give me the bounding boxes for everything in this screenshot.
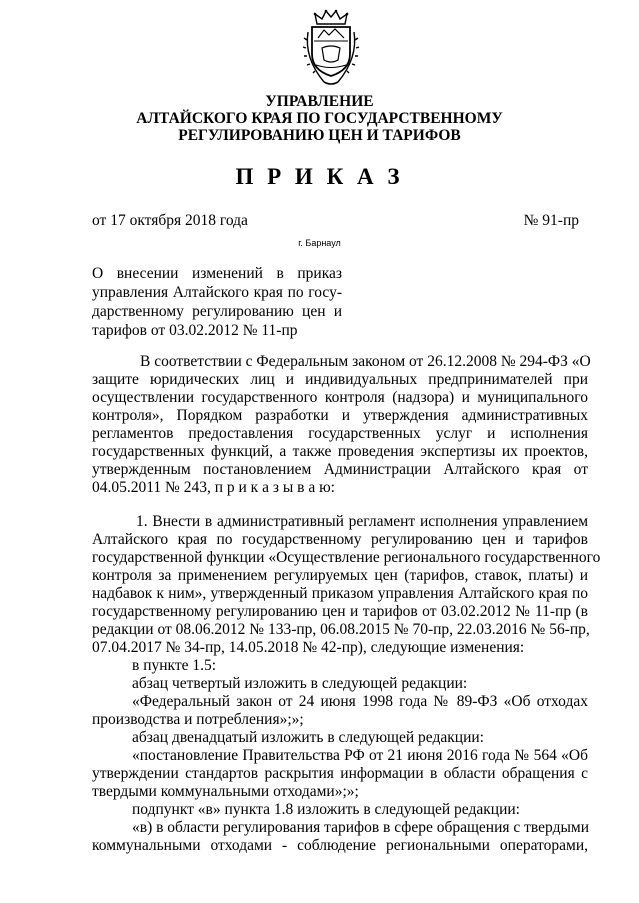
subject-line: О внесении изменений в приказ [92, 265, 342, 282]
coat-of-arms-icon [302, 8, 360, 88]
text-line: государственному регулированию цен и тарифов от 03.02.2012 № 11-пр (в [92, 603, 588, 620]
text-line: коммунальными отходами - соблюдение региональными операторами, [92, 837, 588, 854]
document-type-title: П Р И К А З [235, 164, 404, 189]
text-line: «в) в области регулирования тарифов в сфере обращения с твердыми [132, 819, 589, 836]
text-line: Алтайского края по государственному регулированию цен и тарифов [92, 531, 588, 548]
item-1-paragraph [92, 513, 601, 855]
text-line: утвержденным постановлением Администрации Алтайского края от [92, 461, 588, 478]
text-line: абзац двенадцатый изложить в следующей редакции: [132, 729, 484, 746]
subject-line: управления Алтайского края по госу- [92, 284, 342, 301]
document-city: г. Барнаул [298, 238, 341, 248]
text-line: регламентов предоставления государственных услуг и исполнения [92, 425, 588, 442]
text-line: подпункт «в» пункта 1.8 изложить в следующей редакции: [132, 801, 520, 818]
text-line: защите юридических лиц и индивидуальных предпринимателей при [92, 371, 588, 388]
text-line: 04.05.2011 № 243, п р и к а з ы в а ю: [92, 479, 335, 496]
subject-line: тарифов от 03.02.2012 № 11-пр [92, 322, 298, 339]
text-line: производства и потребления»;»; [92, 711, 304, 728]
text-line: государственной функции «Осуществление регионального государственного [92, 549, 601, 566]
text-line: абзац четвертый изложить в следующей редакции: [132, 675, 468, 692]
text-line: контроля за применением регулируемых цен (тарифов, ставок, платы) и [92, 567, 588, 584]
text-line: утверждении стандартов раскрытия информации в области обращения с [92, 765, 588, 782]
agency-line: УПРАВЛЕНИЕ [265, 93, 374, 110]
text-line: надбавок к ним», утвержденный приказом управления Алтайского края по [92, 585, 588, 602]
text-line: 07.04.2017 № 34-пр, 14.05.2018 № 42-пр), следующие изменения: [92, 639, 525, 656]
text-line: контроля», Порядком разработки и утверждения административных [92, 407, 588, 424]
subject-line: дарственному регулированию цен и [92, 303, 342, 320]
text-line: редакции от 08.06.2012 № 133-пр, 06.08.2015 № 70-пр, 22.03.2016 № 56-пр, [92, 621, 590, 638]
text-line: «постановление Правительства РФ от 21 июня 2016 года № 564 «Об [132, 747, 588, 764]
document-number: № 91-пр [523, 212, 579, 229]
text-line: 1. Внести в административный регламент исполнения управлением [136, 513, 588, 530]
text-line: государственных функций, а также проведения экспертизы их проектов, [92, 443, 588, 460]
agency-line: РЕГУЛИРОВАНИЮ ЦЕН И ТАРИФОВ [178, 127, 461, 144]
text-line: твердыми коммунальными отходами»;»; [92, 783, 359, 800]
text-line: «Федеральный закон от 24 июня 1998 года № 89-ФЗ «Об отходах [132, 693, 588, 710]
order-subject [92, 264, 342, 340]
text-line: осуществлении государственного контроля (надзора) и муниципального [92, 389, 588, 406]
agency-line: АЛТАЙСКОГО КРАЯ ПО ГОСУДАРСТВЕННОМУ [136, 110, 503, 127]
text-line: В соответствии с Федеральным законом от 26.12.2008 № 294-ФЗ «О [140, 353, 591, 370]
agency-name [0, 93, 639, 144]
document-date: от 17 октября 2018 года [92, 212, 248, 229]
preamble-paragraph [92, 353, 591, 497]
text-line: в пункте 1.5: [132, 657, 217, 674]
